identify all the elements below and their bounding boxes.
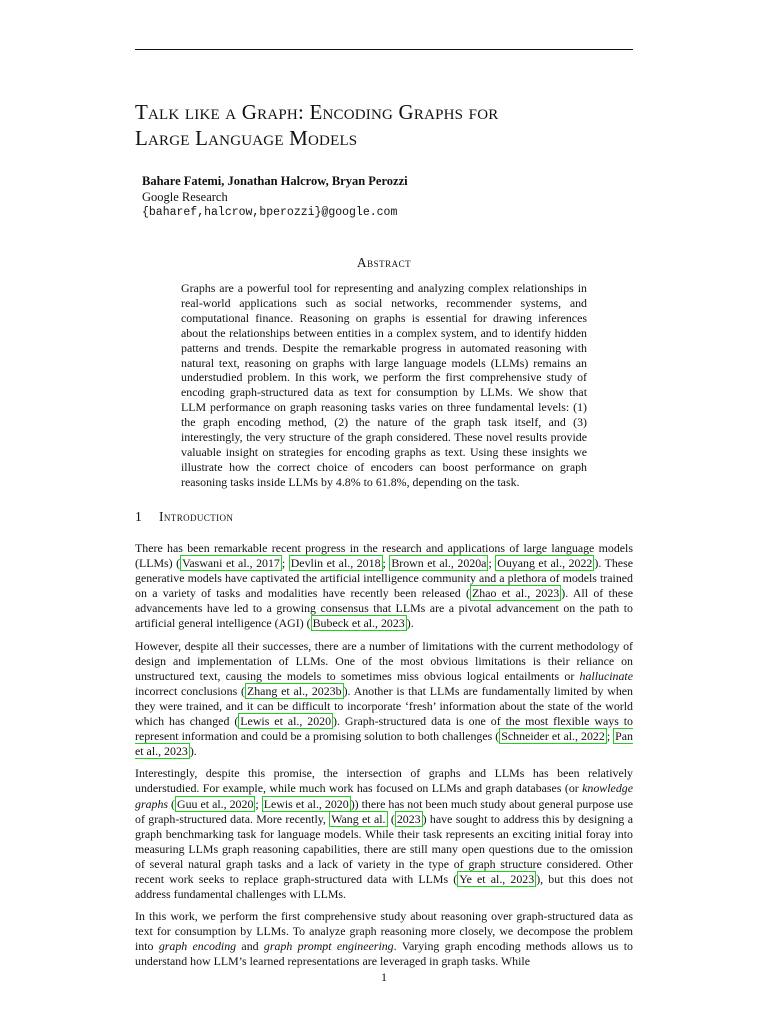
text-run: (: [168, 796, 176, 811]
text-run: There has been remarkable recent progress in the research and applications of large language models (LLMs) (: [135, 541, 633, 571]
author-email[interactable]: {baharef,halcrow,bperozzi}@google.com: [142, 206, 398, 219]
text-run: ). These generative models have captivated the artificial intelligence community and a plethora of models trained on a variety of tasks and modalities have recently been released (: [135, 556, 633, 601]
citation-link[interactable]: Ye et al., 2023: [459, 871, 535, 886]
text-run: incorrect conclusions (: [135, 683, 245, 698]
citation-link[interactable]: Zhao et al., 2023: [472, 586, 560, 601]
text-run: ).: [406, 616, 414, 631]
paragraph-3: [135, 766, 633, 902]
author-block: [142, 174, 622, 221]
citation-link[interactable]: Guu et al., 2020: [177, 796, 254, 811]
text-run: ). Another is that LLMs are fundamentally limited by when they were trained, and it can be difficult to incorporate ‘fresh’ information about the state of the world which has changed (: [135, 683, 633, 729]
citation-link[interactable]: Bubeck et al., 2023: [312, 616, 405, 631]
text-run: ).: [189, 744, 197, 759]
citation-link[interactable]: Wang et al.: [331, 811, 386, 826]
text-run: ;: [255, 796, 262, 811]
citation-link[interactable]: Lewis et al., 2020: [240, 714, 332, 729]
emphasis: graph prompt engineering: [263, 939, 394, 954]
emphasis: knowledge graphs: [135, 781, 633, 811]
text-run: and: [236, 939, 264, 954]
citation-link[interactable]: Schneider et al., 2022: [501, 729, 605, 744]
text-run: In this work, we perform the first comprehensive study about reasoning over graph-structured data as text for consumption by LLMs. To analyze graph reasoning more closely, we decompose the problem into: [135, 909, 633, 954]
text-run: )) there has not been much study about general purpose use of graph-structured data. More recently,: [135, 796, 633, 826]
paper-page: [135, 0, 633, 1024]
text-run: ). All of these advancements have led to a growing consensus that LLMs are a pivotal advancement on the path to artificial general intelligence (AGI) (: [135, 586, 633, 631]
paragraph-4: [135, 909, 633, 969]
text-run: . Varying graph encoding methods allows us to understand how LLM’s learned representations are leveraged in graph tasks. While: [135, 939, 634, 969]
text-run: Interestingly, despite this promise, the intersection of graphs and LLMs has been relatively understudied. For example, while much work has focused on LLMs and graph databases (or: [135, 766, 633, 796]
text-run: ), but this does not address fundamental challenges with LLMs.: [135, 871, 634, 902]
abstract-text: Graphs are a powerful tool for representing and analyzing complex relationships in real-world applications such as social networks, recommender systems, and computational finance. Reasoning on graphs is essential for drawing inferences about the relationships between entities in a complex system, and to identify hidden patterns and trends. Despite the remarkable progress in automated reasoning with natural text, reasoning on graphs with large language models (LLMs) remains an understudied problem. In this work, we perform the first comprehensive study of encoding graph-structured data as text for consumption by LLMs. We show that LLM performance on graph reasoning tasks varies on three fundamental levels: (1) the graph encoding method, (2) the nature of the graph task itself, and (3) interestingly, the very structure of the graph considered. These novel results provide valuable insight on strategies for encoding graphs as text. Using these insights we illustrate how the correct choice of encoders can boost performance on graph reasoning tasks inside LLMs by 4.8% to 61.8%, depending on the task.: [181, 281, 587, 489]
citation-link[interactable]: Vaswani et al., 2017: [182, 556, 280, 571]
text-run: (: [387, 811, 395, 826]
citation-link[interactable]: Pan et al., 2023: [135, 729, 633, 759]
text-run: ). Graph-structured data is one of the most flexible ways to represent information and could be a promising solution to both challenges (: [135, 714, 633, 744]
text-run: ;: [382, 556, 390, 571]
author-affiliation: Google Research: [142, 189, 228, 204]
citation-link[interactable]: Zhang et al., 2023b: [246, 683, 342, 698]
text-run: ;: [488, 556, 496, 571]
abstract-heading: Abstract: [356, 255, 412, 270]
body-text: [135, 541, 633, 977]
paragraph-2: [135, 639, 633, 760]
citation-link[interactable]: Lewis et al., 2020: [263, 796, 349, 811]
author-names: Bahare Fatemi, Jonathan Halcrow, Bryan Perozzi: [142, 174, 408, 188]
citation-link[interactable]: Brown et al., 2020a: [391, 556, 487, 571]
emphasis: graph encoding: [158, 939, 237, 954]
text-run: ) have sought to address this by designing a graph benchmarking task for language models. While their task represents an exciting initial foray into measuring LLMs graph reasoning capabilities, there are still many open questions due to the omission of several natural graph tasks and a lack of variety in the type of graph structure considered. Other recent work seeks to replace graph-structured data with LLMs (: [135, 811, 633, 886]
section-heading-introduction: [135, 509, 633, 525]
paragraph-1: [135, 541, 633, 632]
section-number: 1: [135, 509, 143, 524]
text-run: ;: [281, 556, 289, 571]
title-line-2: Large Language Models: [135, 126, 358, 150]
text-run: ;: [606, 729, 614, 744]
page-number: 1: [381, 970, 387, 984]
top-rule: [135, 49, 633, 50]
citation-link[interactable]: Ouyang et al., 2022: [497, 556, 593, 571]
citation-link[interactable]: Devlin et al., 2018: [290, 556, 381, 571]
emphasis: hallucinate: [579, 668, 633, 683]
section-title: Introduction: [159, 509, 234, 524]
paper-title: [135, 99, 633, 151]
title-line-1: Talk like a Graph: Encoding Graphs for: [135, 100, 499, 124]
citation-link[interactable]: 2023: [396, 811, 421, 826]
text-run: However, despite all their successes, there are a number of limitations with the current methodology of design and implementation of LLMs. One of the most obvious limitations is their reliance on unstructured text, causing the models to sometimes miss obvious logical entailments or: [135, 638, 633, 683]
